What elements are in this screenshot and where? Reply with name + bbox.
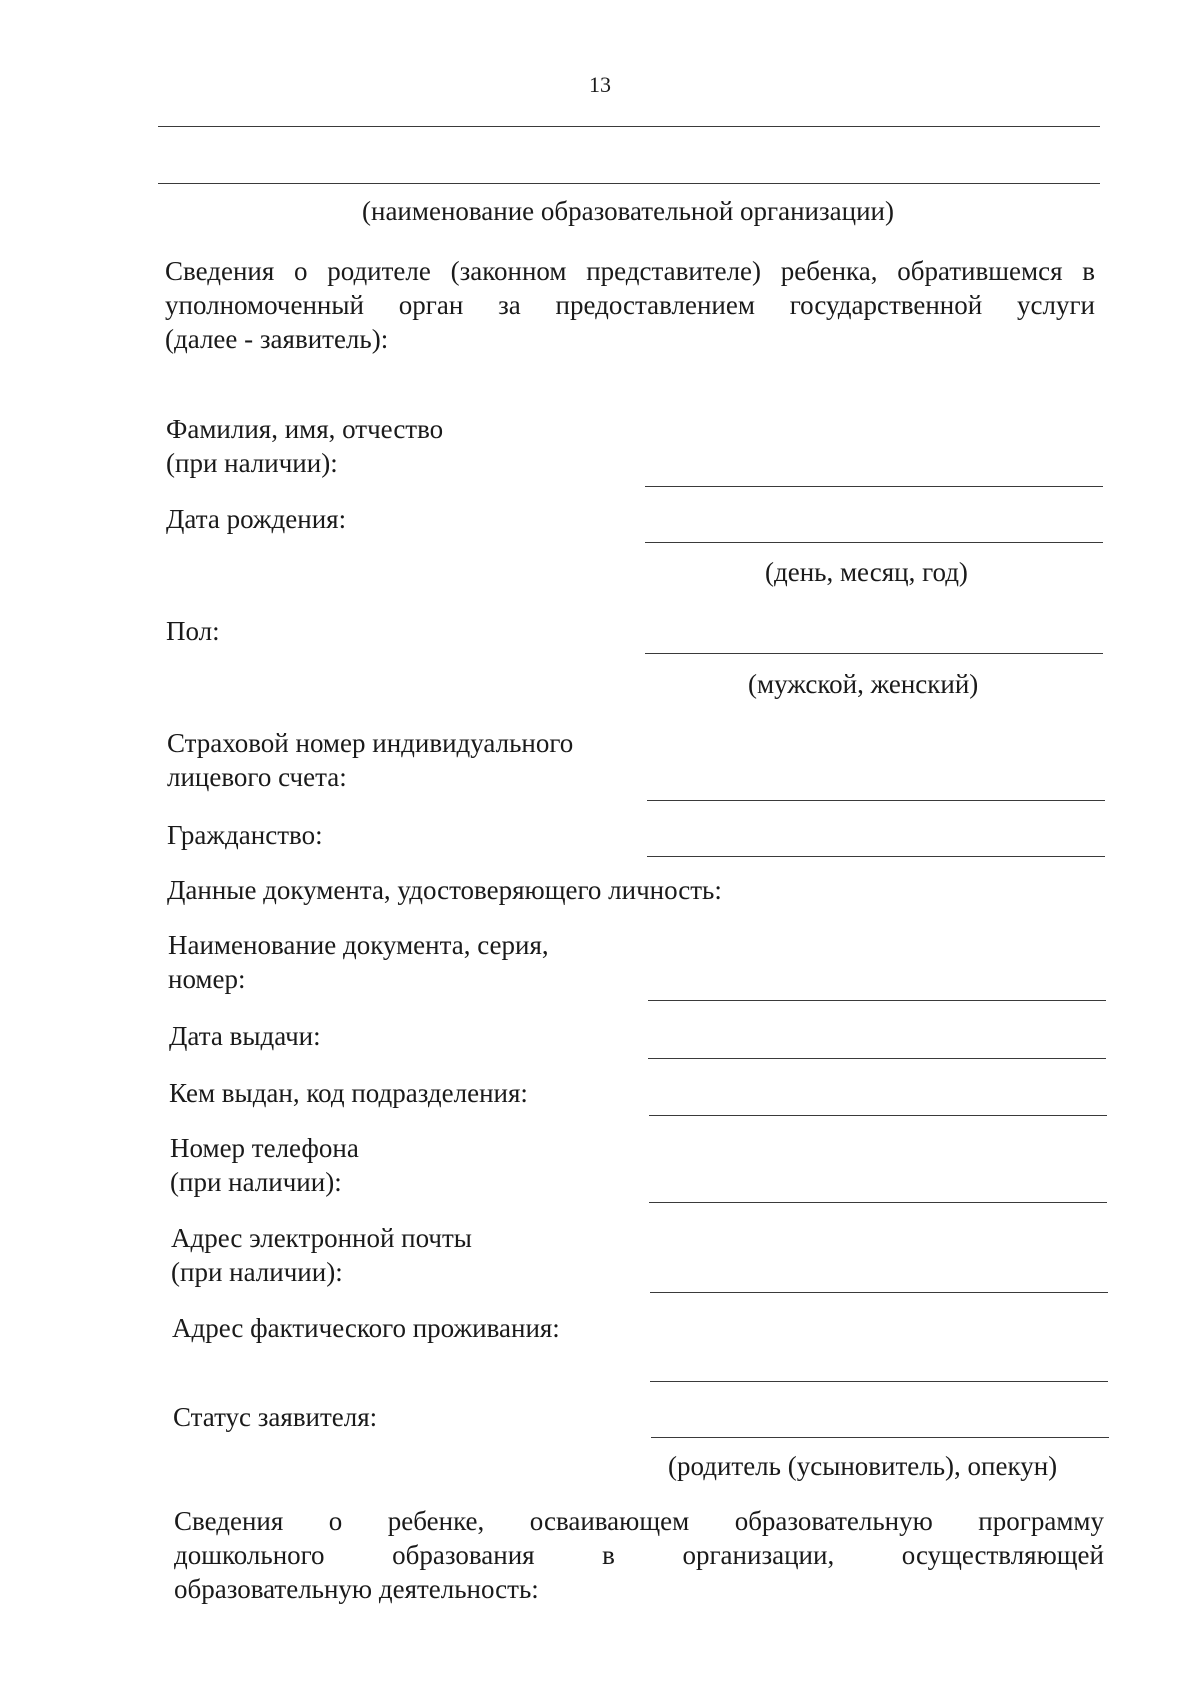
citizenship-input-line[interactable] bbox=[647, 856, 1105, 857]
status-input-line[interactable] bbox=[651, 1437, 1109, 1438]
full-name-label bbox=[166, 412, 443, 480]
doc-name-input-line[interactable] bbox=[648, 1000, 1106, 1001]
applicant-intro bbox=[165, 254, 1095, 356]
child-intro-line: дошкольного образования в организации, осуществляющей bbox=[174, 1540, 1104, 1570]
doc-name-label-line-1: Наименование документа, серия, bbox=[168, 930, 549, 960]
full-name-label-line-1: Фамилия, имя, отчество bbox=[166, 414, 444, 444]
applicant-intro-line: уполномоченный орган за предоставлением государственной услуги bbox=[165, 290, 1095, 320]
phone-input-line[interactable] bbox=[649, 1202, 1107, 1203]
citizenship-label: Гражданство: bbox=[167, 820, 323, 850]
child-intro bbox=[174, 1504, 1104, 1606]
applicant-intro-line: (далее - заявитель): bbox=[165, 324, 389, 354]
full-name-input-line[interactable] bbox=[645, 486, 1103, 487]
status-label: Статус заявителя: bbox=[173, 1402, 378, 1432]
birth-date-hint: (день, месяц, год) bbox=[765, 557, 968, 587]
phone-label bbox=[170, 1131, 359, 1199]
status-hint: (родитель (усыновитель), опекун) bbox=[668, 1451, 1058, 1481]
email-input-line[interactable] bbox=[650, 1292, 1108, 1293]
issued-by-input-line[interactable] bbox=[649, 1115, 1107, 1116]
full-name-label-line-2: (при наличии): bbox=[166, 448, 338, 478]
issue-date-input-line[interactable] bbox=[648, 1058, 1106, 1059]
issued-by-label: Кем выдан, код подразделения: bbox=[169, 1078, 528, 1108]
gender-label: Пол: bbox=[166, 616, 220, 646]
birth-date-label: Дата рождения: bbox=[166, 504, 347, 534]
snils-label-line-1: Страховой номер индивидуального bbox=[167, 728, 574, 758]
identity-doc-heading: Данные документа, удостоверяющего личность: bbox=[167, 875, 722, 905]
org-caption: (наименование образовательной организации) bbox=[362, 196, 894, 226]
snils-label bbox=[167, 726, 573, 794]
email-label-line-2: (при наличии): bbox=[171, 1257, 343, 1287]
birth-date-input-line[interactable] bbox=[645, 542, 1103, 543]
email-label-line-1: Адрес электронной почты bbox=[171, 1223, 472, 1253]
phone-label-line-1: Номер телефона bbox=[170, 1133, 359, 1163]
address-label: Адрес фактического проживания: bbox=[172, 1313, 560, 1343]
issue-date-label: Дата выдачи: bbox=[169, 1021, 321, 1051]
gender-input-line[interactable] bbox=[645, 653, 1103, 654]
address-input-line[interactable] bbox=[650, 1381, 1108, 1382]
child-intro-line: образовательную деятельность: bbox=[174, 1574, 539, 1604]
snils-input-line[interactable] bbox=[647, 800, 1105, 801]
gender-hint: (мужской, женский) bbox=[748, 669, 979, 699]
child-intro-line: Сведения о ребенке, осваивающем образовательную программу bbox=[174, 1506, 1104, 1536]
email-label bbox=[171, 1221, 472, 1289]
applicant-intro-line: Сведения о родителе (законном представителе) ребенка, обратившемся в bbox=[165, 256, 1095, 286]
doc-name-label bbox=[168, 928, 549, 996]
org-name-line-2[interactable] bbox=[158, 183, 1100, 184]
phone-label-line-2: (при наличии): bbox=[170, 1167, 342, 1197]
page-number: 13 bbox=[589, 72, 611, 97]
doc-name-label-line-2: номер: bbox=[168, 964, 246, 994]
org-name-line-1[interactable] bbox=[158, 126, 1100, 127]
snils-label-line-2: лицевого счета: bbox=[167, 762, 347, 792]
